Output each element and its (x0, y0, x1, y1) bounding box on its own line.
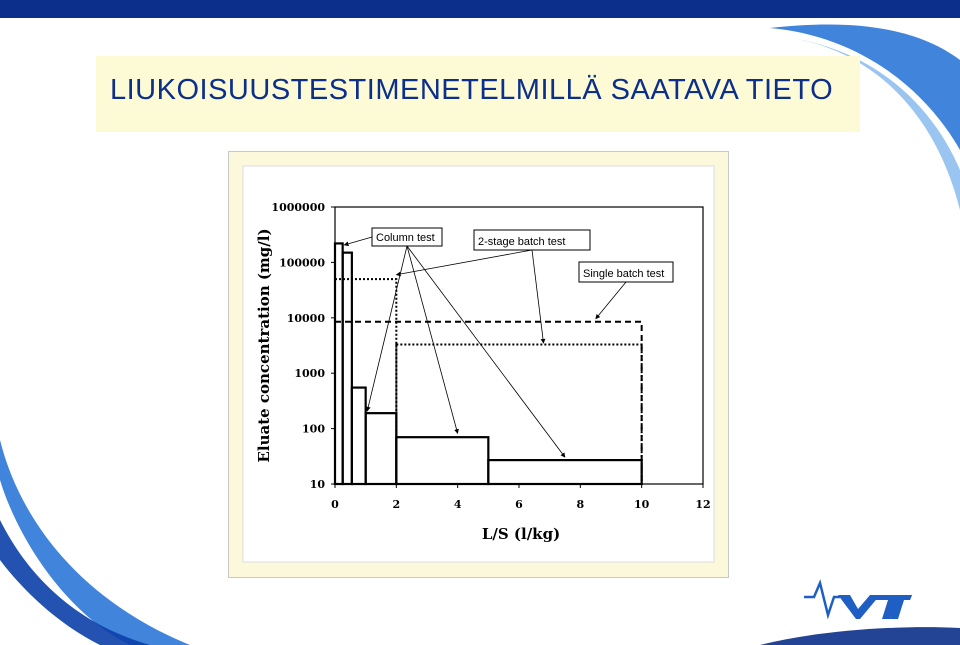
x-axis-label: L/S (l/kg) (481, 525, 561, 543)
annotation-label: 2-stage batch test (478, 236, 566, 248)
y-tick-label: 1000 (294, 367, 325, 381)
y-tick-label: 10000 (286, 311, 325, 325)
y-axis-label: Eluate concentration (mg/l) (255, 228, 273, 463)
vtt-logo (800, 575, 920, 625)
y-tick-label: 100000 (279, 256, 325, 270)
chart-frame (228, 151, 729, 578)
x-tick-label: 6 (515, 498, 523, 511)
x-tick-label: 10 (634, 498, 650, 511)
x-tick-label: 0 (331, 498, 339, 511)
title-box (96, 56, 860, 132)
y-tick-label: 10 (309, 478, 325, 491)
x-tick-label: 4 (453, 498, 462, 511)
vtt-logo-text (838, 595, 912, 619)
x-tick-label: 2 (392, 498, 401, 511)
slide-title: LIUKOISUUSTESTIMENETELMILLÄ SAATAVA TIETO (110, 74, 834, 106)
y-tick-label: 100 (302, 422, 325, 436)
x-tick-label: 12 (695, 498, 711, 511)
annotation-label: Column test (376, 232, 435, 244)
x-tick-label: 8 (576, 498, 585, 511)
y-tick-label: 1000000 (271, 201, 325, 214)
chart-svg (229, 152, 728, 577)
annotation-label: Single batch test (583, 268, 665, 280)
